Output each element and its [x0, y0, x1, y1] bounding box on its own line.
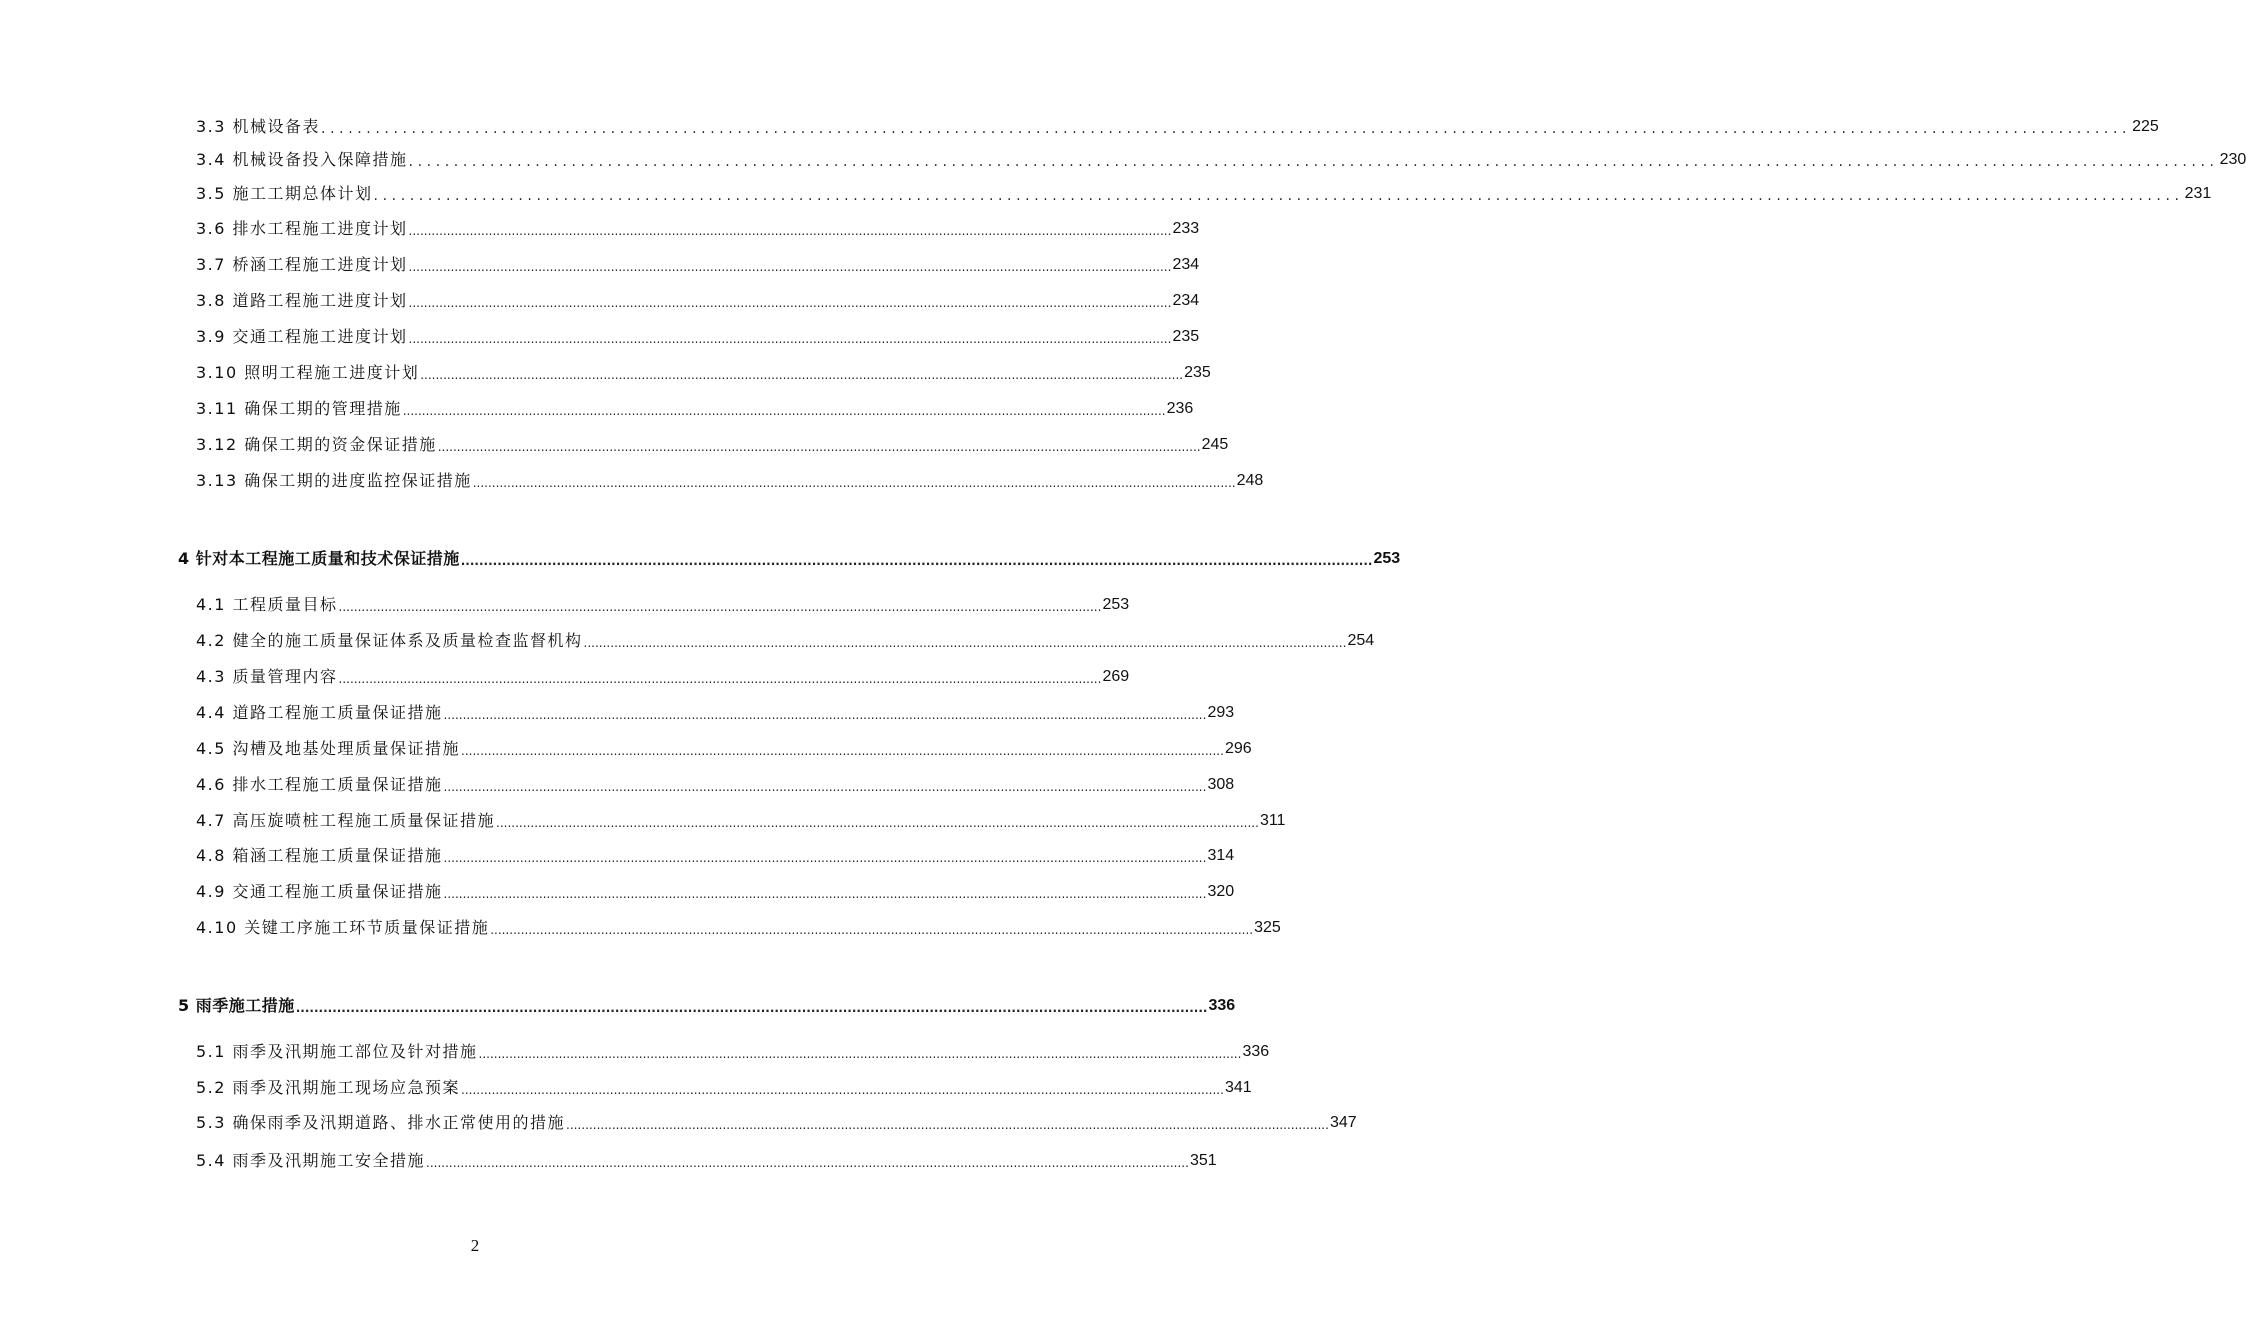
toc-entry-page: 235 [1172, 328, 1200, 345]
toc-entry-title: 4.8 箱涵工程施工质量保证措施 [196, 846, 443, 865]
toc-leader-dots: ........................................................................................................................................................................................................ [408, 332, 1172, 346]
toc-leader-dots: ........................................................................................................................................................................................................ [338, 672, 1102, 686]
toc-entry-page: 314 [1207, 847, 1235, 864]
toc-entry[interactable] [196, 1112, 1357, 1134]
toc-entry-page: 325 [1254, 919, 1281, 936]
toc-leader-dots: ........................................................................................................................................................................................................ [408, 296, 1172, 310]
toc-leader-dots: ........................................................................................................................................................................................................ [443, 887, 1207, 901]
toc-entry[interactable] [196, 362, 1211, 384]
toc-entry-title: 4.6 排水工程施工质量保证措施 [196, 775, 443, 794]
toc-entry-title: 3.9 交通工程施工进度计划 [196, 327, 408, 346]
toc-entry-page: 248 [1236, 472, 1264, 489]
toc-entry-title: 5.1 雨季及汛期施工部位及针对措施 [196, 1042, 478, 1061]
toc-entry-title: 4.2 健全的施工质量保证体系及质量检查监督机构 [196, 631, 583, 650]
toc-leader-dots: ........................................................................................................................................................................................................ [321, 121, 2132, 137]
toc-entry-page: 245 [1201, 436, 1229, 453]
toc-entry-title: 4.5 沟槽及地基处理质量保证措施 [196, 739, 461, 758]
toc-entry-title: 3.5 施工工期总体计划 [196, 184, 373, 203]
toc-leader-dots: ........................................................................................................................................................................................................ [295, 1001, 1208, 1015]
toc-entry-page: 234 [1172, 256, 1200, 273]
toc-entry-page: 269 [1102, 668, 1130, 685]
toc-entry[interactable] [196, 917, 1281, 939]
toc-leader-dots: ........................................................................................................................................................................................................ [338, 600, 1102, 614]
toc-entry[interactable] [196, 398, 1194, 420]
toc-entry[interactable] [196, 254, 1200, 276]
toc-entry-title: 3.3 机械设备表 [196, 117, 321, 136]
toc-leader-dots: ........................................................................................................................................................................................................ [373, 188, 2184, 204]
toc-entry-title: 3.8 道路工程施工进度计划 [196, 291, 408, 310]
toc-entry-title: 3.10 照明工程施工进度计划 [196, 363, 420, 382]
toc-entry[interactable] [196, 1077, 1252, 1099]
toc-entry[interactable] [196, 470, 1264, 492]
toc-entry-page: 253 [1373, 550, 1401, 567]
toc-entry-title: 4.9 交通工程施工质量保证措施 [196, 882, 443, 901]
toc-leader-dots: ........................................................................................................................................................................................................ [496, 816, 1259, 830]
toc-entry[interactable] [178, 995, 1236, 1017]
toc-entry-title: 3.12 确保工期的资金保证措施 [196, 435, 437, 454]
toc-entry-page: 233 [1172, 220, 1200, 237]
toc-leader-dots: ........................................................................................................................................................................................................ [408, 224, 1172, 238]
toc-entry-page: 231 [2184, 185, 2212, 202]
toc-entry-page: 320 [1207, 883, 1235, 900]
toc-entry[interactable] [196, 290, 1200, 312]
toc-entry-page: 236 [1166, 400, 1194, 417]
toc-entry-title: 4 针对本工程施工质量和技术保证措施 [178, 549, 460, 568]
toc-entry[interactable] [196, 630, 1375, 652]
toc-entry-title: 3.11 确保工期的管理措施 [196, 399, 402, 418]
toc-entry[interactable] [196, 218, 1200, 240]
toc-entry[interactable] [196, 810, 1286, 832]
toc-leader-dots: ........................................................................................................................................................................................................ [426, 1156, 1189, 1170]
toc-leader-dots: ........................................................................................................................................................................................................ [566, 1118, 1329, 1132]
toc-entry-page: 235 [1184, 364, 1211, 381]
toc-entry[interactable] [196, 1150, 1217, 1172]
toc-leader-dots: ........................................................................................................................................................................................................ [420, 368, 1184, 382]
toc-entry-page: 311 [1259, 812, 1286, 829]
toc-entry-title: 4.1 工程质量目标 [196, 595, 338, 614]
toc-entry-title: 5.3 确保雨季及汛期道路、排水正常使用的措施 [196, 1113, 566, 1132]
toc-entry-page: 347 [1329, 1114, 1357, 1131]
toc-entry[interactable] [196, 434, 1229, 456]
toc-entry-page: 230 [2219, 151, 2246, 168]
toc-entry-page: 234 [1172, 292, 1200, 309]
toc-leader-dots: ........................................................................................................................................................................................................ [461, 744, 1224, 758]
toc-entry-page: 253 [1102, 596, 1130, 613]
toc-leader-dots: ........................................................................................................................................................................................................ [408, 154, 2219, 170]
toc-leader-dots: ........................................................................................................................................................................................................ [402, 404, 1166, 418]
toc-entry[interactable] [196, 845, 1235, 867]
toc-entry-page: 351 [1189, 1152, 1217, 1169]
page-number: 2 [470, 1236, 480, 1255]
toc-entry-title: 4.10 关键工序施工环节质量保证措施 [196, 918, 490, 937]
toc-leader-dots: ........................................................................................................................................................................................................ [408, 260, 1172, 274]
toc-entry-title: 4.3 质量管理内容 [196, 667, 338, 686]
toc-entry-title: 4.7 高压旋喷桩工程施工质量保证措施 [196, 811, 496, 830]
toc-entry-title: 4.4 道路工程施工质量保证措施 [196, 703, 443, 722]
toc-entry[interactable] [196, 116, 2159, 138]
toc-entry-title: 5.2 雨季及汛期施工现场应急预案 [196, 1078, 461, 1097]
toc-entry-page: 308 [1207, 776, 1235, 793]
toc-entry[interactable] [196, 1041, 1270, 1063]
toc-leader-dots: ........................................................................................................................................................................................................ [583, 636, 1347, 650]
toc-entry[interactable] [196, 326, 1200, 348]
toc-entry[interactable] [196, 183, 2212, 205]
toc-leader-dots: ........................................................................................................................................................................................................ [478, 1047, 1242, 1061]
toc-entry-title: 3.7 桥涵工程施工进度计划 [196, 255, 408, 274]
toc-leader-dots: ........................................................................................................................................................................................................ [437, 440, 1201, 454]
toc-entry-page: 336 [1242, 1043, 1270, 1060]
toc-entry-title: 5.4 雨季及汛期施工安全措施 [196, 1151, 426, 1170]
toc-entry[interactable] [178, 548, 1401, 570]
toc-entry[interactable] [196, 738, 1252, 760]
toc-entry[interactable] [196, 666, 1130, 688]
toc-leader-dots: ........................................................................................................................................................................................................ [443, 708, 1207, 722]
toc-entry-title: 3.6 排水工程施工进度计划 [196, 219, 408, 238]
toc-entry-title: 5 雨季施工措施 [178, 996, 295, 1015]
toc-entry[interactable] [196, 594, 1130, 616]
toc-entry-page: 225 [2132, 118, 2159, 135]
toc-entry-page: 293 [1207, 704, 1235, 721]
toc-entry[interactable] [196, 881, 1235, 903]
toc-entry-title: 3.4 机械设备投入保障措施 [196, 150, 408, 169]
toc-leader-dots: ........................................................................................................................................................................................................ [472, 476, 1236, 490]
toc-entry-page: 336 [1208, 997, 1236, 1014]
toc-entry[interactable] [196, 149, 2246, 171]
toc-leader-dots: ........................................................................................................................................................................................................ [490, 923, 1254, 937]
toc-entry-page: 341 [1224, 1079, 1252, 1096]
toc-entry-page: 254 [1347, 632, 1375, 649]
toc-leader-dots: ........................................................................................................................................................................................................ [443, 851, 1207, 865]
toc-entry[interactable] [196, 774, 1235, 796]
toc-leader-dots: ........................................................................................................................................................................................................ [460, 554, 1373, 568]
toc-leader-dots: ........................................................................................................................................................................................................ [443, 780, 1207, 794]
toc-entry-page: 296 [1224, 740, 1252, 757]
toc-leader-dots: ........................................................................................................................................................................................................ [461, 1083, 1224, 1097]
toc-entry-title: 3.13 确保工期的进度监控保证措施 [196, 471, 472, 490]
toc-entry[interactable] [196, 702, 1235, 724]
